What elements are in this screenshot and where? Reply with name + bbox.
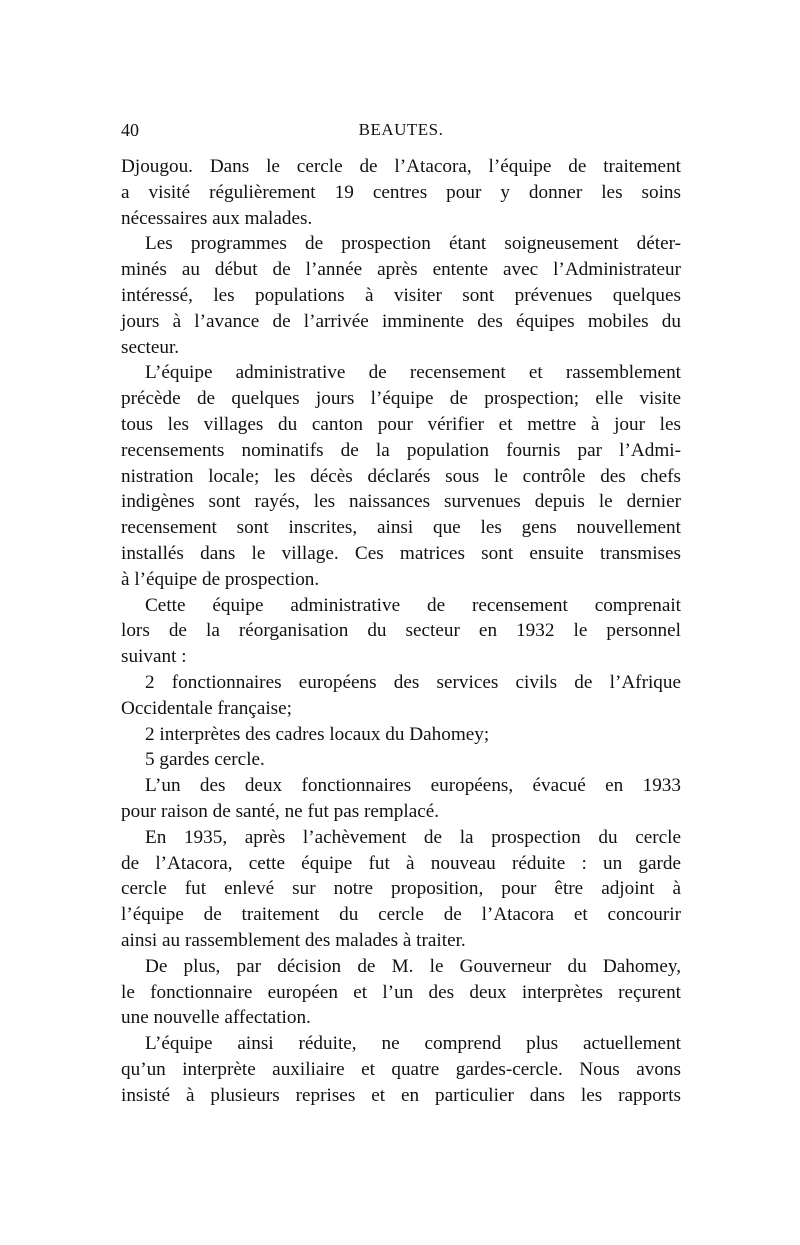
text-line: Les programmes de prospection étant soigneusement déter- [145, 233, 681, 255]
text-line: suivant : [121, 646, 187, 668]
running-head: BEAUTES. [358, 120, 444, 139]
text-line: Djougou. Dans le cercle de l’Atacora, l’équipe de traitement [121, 156, 681, 177]
text-line: le fonctionnaire européen et l’un des deux interprètes reçurent [121, 981, 681, 1003]
text-line: nécessaires aux malades. [121, 207, 313, 229]
text-line: De plus, par décision de M. le Gouverneur du Dahomey, [145, 955, 681, 977]
text-line: pour raison de santé, ne fut pas remplacé. [121, 800, 440, 822]
text-line: Occidentale française; [121, 697, 292, 719]
page-number: 40 [121, 120, 139, 140]
text-line: L’un des deux fonctionnaires européens, évacué en 1933 [145, 775, 681, 797]
text-line: jours à l’avance de l’arrivée imminente des équipes mobiles du [121, 310, 681, 332]
text-line: indigènes sont rayés, les naissances survenues depuis le dernier [121, 491, 681, 513]
text-line: nistration locale; les décès déclarés sous le contrôle des chefs [121, 465, 681, 487]
text-line: L’équipe administrative de recensement et rassemblement [145, 362, 681, 384]
text-line: 2 fonctionnaires européens des services civils de l’Afrique [145, 671, 681, 693]
text-line: 5 gardes cercle. [145, 749, 265, 771]
text-line: 2 interprètes des cadres locaux du Dahomey; [145, 723, 490, 745]
text-line: tous les villages du canton pour vérifier et mettre à jour les [121, 413, 681, 435]
text-line: une nouvelle affectation. [121, 1007, 311, 1029]
page-header [121, 120, 681, 148]
text-line: minés au début de l’année après entente avec l’Administrateur [121, 259, 681, 281]
text-line: à l’équipe de prospection. [121, 568, 320, 590]
document-page [121, 120, 681, 1108]
text-line: précède de quelques jours l’équipe de prospection; elle visite [121, 388, 681, 410]
text-line: a visité régulièrement 19 centres pour y donner les soins [121, 181, 681, 203]
text-line: installés dans le village. Ces matrices sont ensuite transmises [121, 542, 681, 564]
text-line: qu’un interprète auxiliaire et quatre gardes-cercle. Nous avons [121, 1058, 681, 1080]
text-line: ainsi au rassemblement des malades à traiter. [121, 929, 466, 951]
text-line: cercle fut enlevé sur notre proposition, pour être adjoint à [121, 878, 681, 900]
text-line: lors de la réorganisation du secteur en 1932 le personnel [121, 620, 681, 642]
text-line: insisté à plusieurs reprises et en particulier dans les rapports [121, 1084, 681, 1106]
text-line: En 1935, après l’achèvement de la prospection du cercle [145, 826, 681, 848]
text-line: recensement sont inscrites, ainsi que les gens nouvellement [121, 517, 681, 539]
text-line: recensements nominatifs de la population fournis par l’Admi- [121, 439, 681, 461]
text-line: l’équipe de traitement du cercle de l’Atacora et concourir [121, 904, 681, 926]
text-line: de l’Atacora, cette équipe fut à nouveau réduite : un garde [121, 852, 681, 874]
text-line: secteur. [121, 336, 180, 358]
text-line: Cette équipe administrative de recensement comprenait [145, 594, 681, 616]
text-line: intéressé, les populations à visiter sont prévenues quelques [121, 284, 681, 306]
body-text [121, 154, 681, 1108]
text-line: L’équipe ainsi réduite, ne comprend plus actuellement [145, 1033, 681, 1055]
